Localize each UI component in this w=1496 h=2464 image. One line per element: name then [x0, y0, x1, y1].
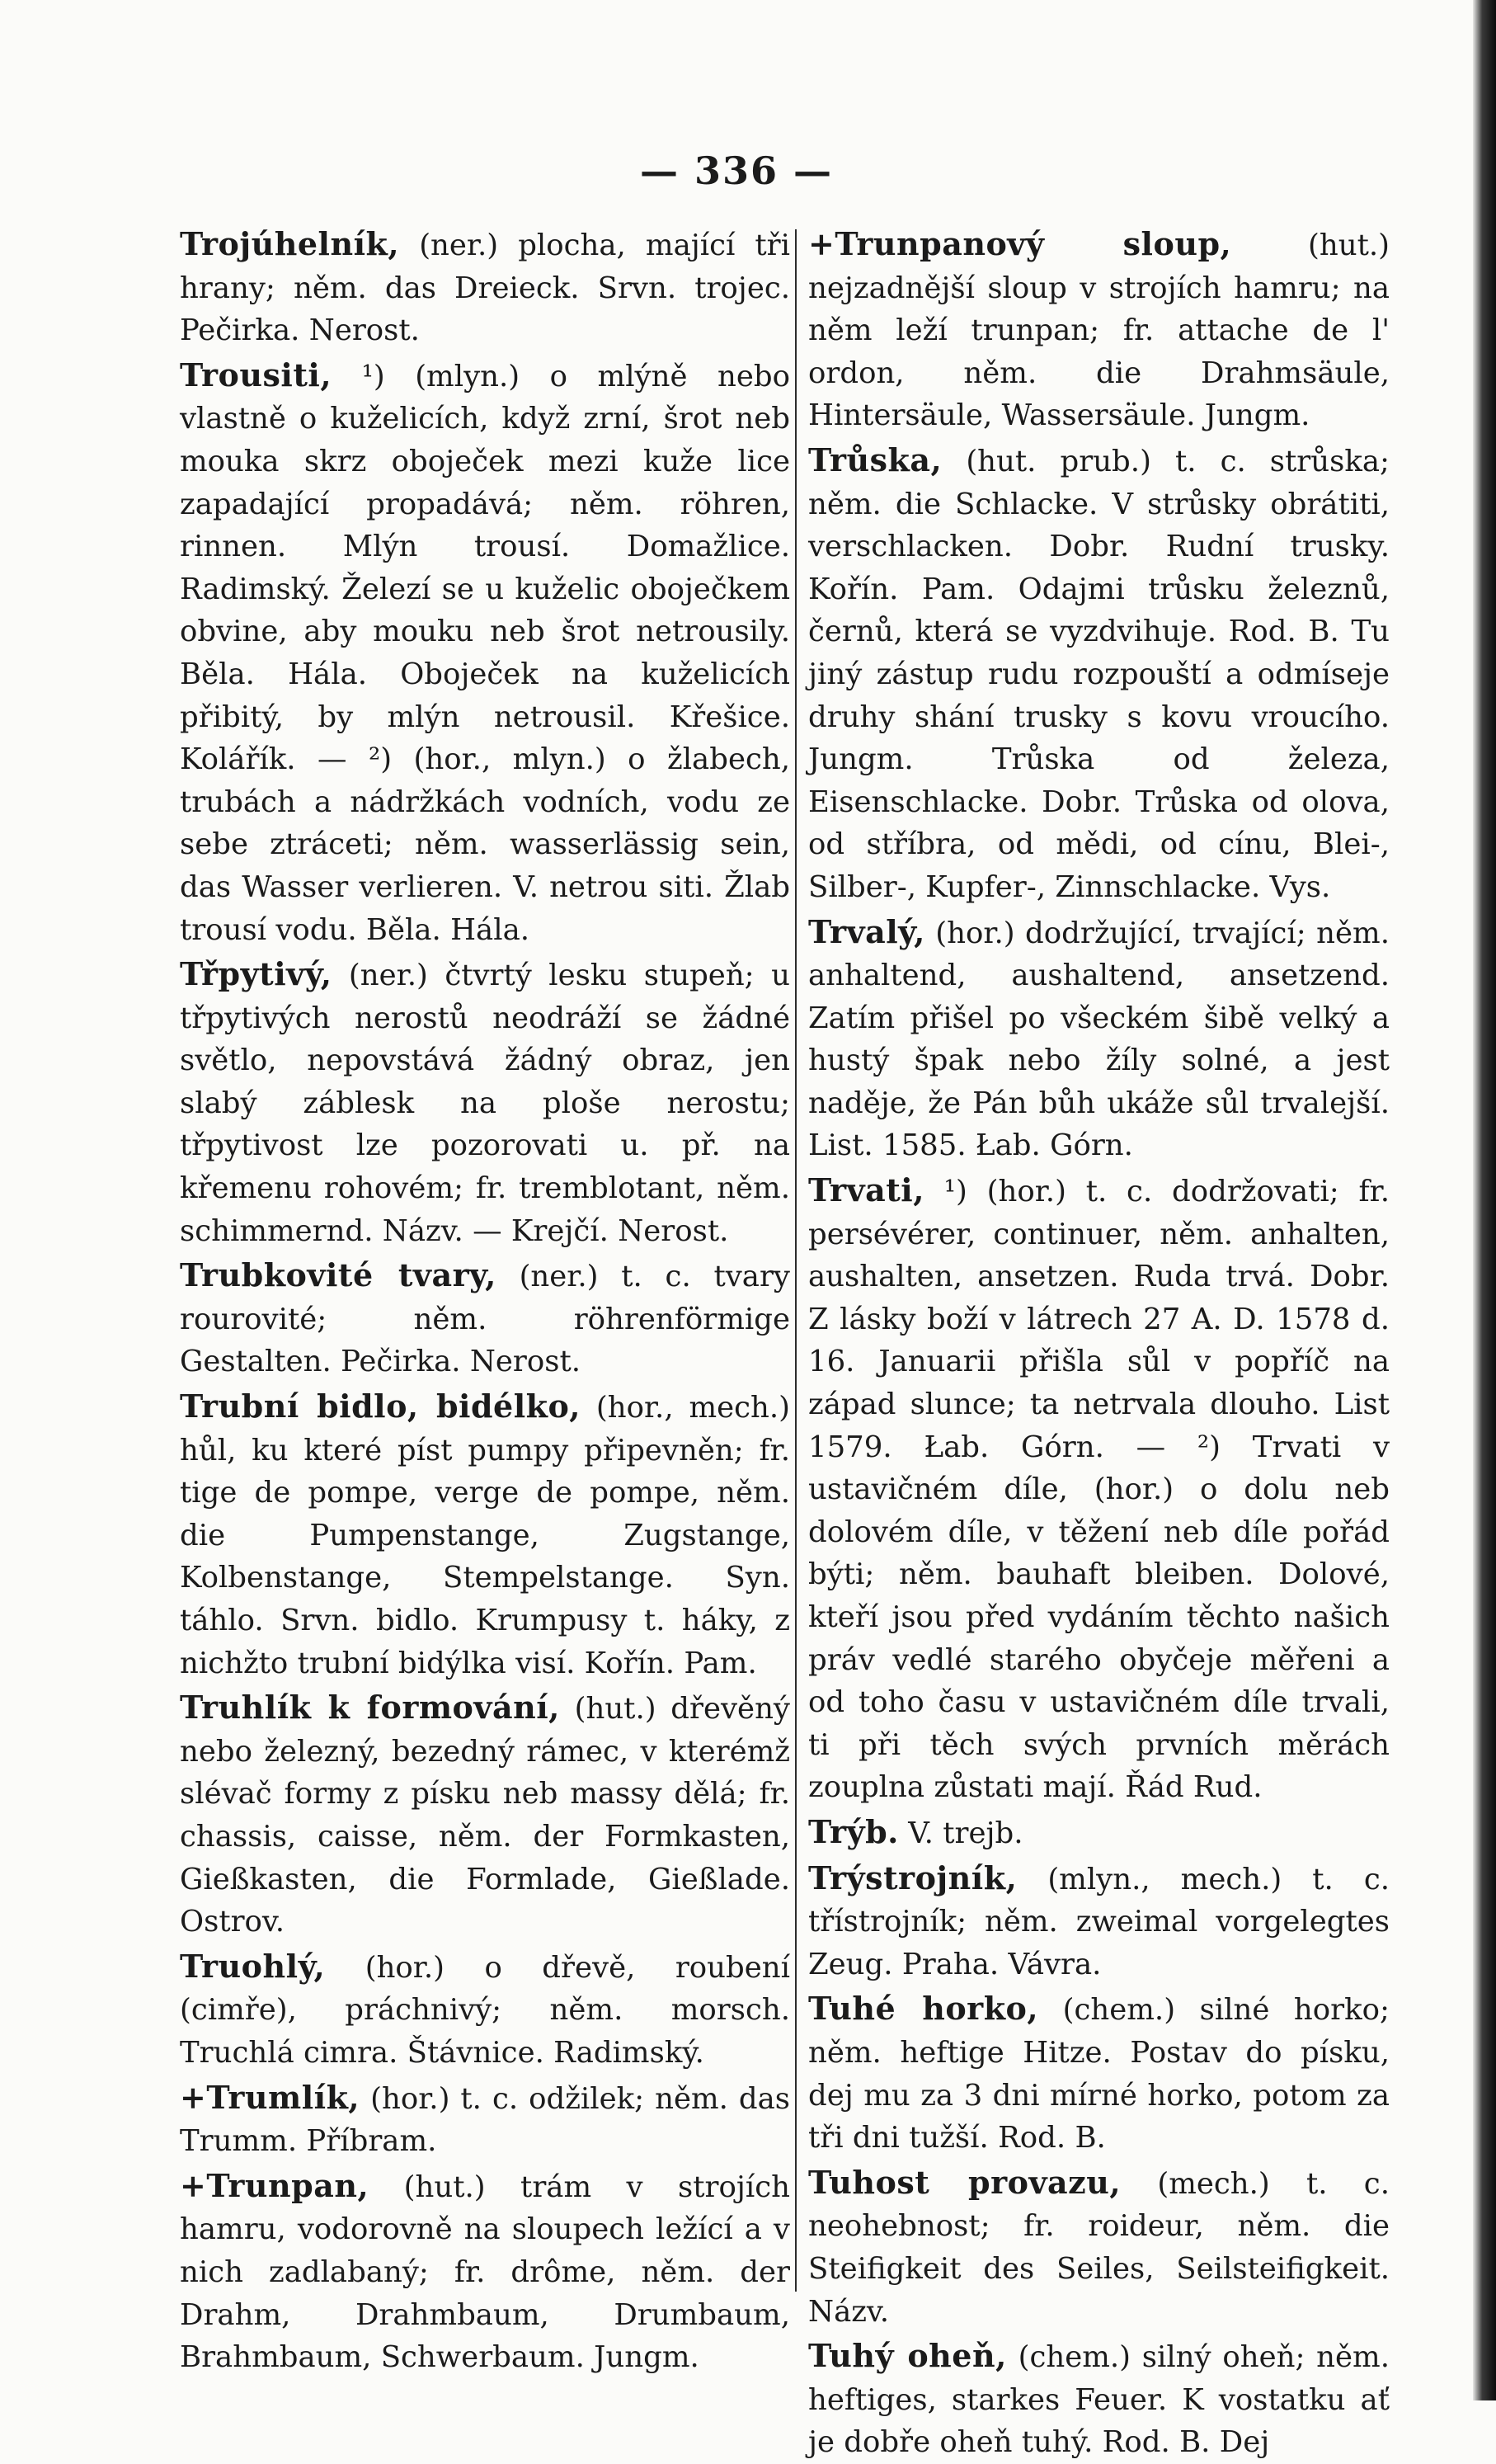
dictionary-entry [180, 2165, 790, 2379]
dictionary-entry [180, 1254, 790, 1383]
entry-headword: Tuhý oheň, [808, 2337, 1007, 2375]
entry-headword: Trýb. [808, 1812, 899, 1850]
dictionary-entry [180, 223, 790, 352]
scan-border [1473, 0, 1496, 2400]
entry-text: (hut.) nejzadnější sloup v strojích hamru; na něm leží trunpan; fr. attache de l' ordon, něm. die Drahmsäule, Hintersäule, Wassersäule. Jungm. [808, 228, 1390, 433]
entry-headword: Trvati, [808, 1171, 924, 1209]
entry-headword: Trubní bidlo, bidélko, [180, 1387, 581, 1425]
entry-headword: Trvalý, [808, 912, 925, 950]
entry-text: (hor., mech.) hůl, ku které píst pumpy připevněn; fr. tige de pompe, verge de pompe, něm. die Pumpenstange, Zugstange, Kolbenstange, Stempelstange. Syn. táhlo. Srvn. bidlo. Krumpusy t. háky, z nichžto trubní bidýlka visí. Kořín. Pam. [180, 1391, 791, 1680]
entry-text: ¹) (mlyn.) o mlýně nebo vlastně o kuželicích, když zrní, šrot neb mouka skrz oboječek mezi kuže lice zapadající propadává; něm. röhren, rinnen. Mlýn trousí. Domažlice. Radimský. Železí se u kuželic oboječkem obvine, aby mouku neb šrot netrousily. Běla. Hála. Oboječek na kuželicích přibitý, by mlýn netrousil. Křešice. Kolářík. — ²) (hor., mlyn.) o žlabech, trubách a nádržkách vodních, vodu ze sebe ztráceti; něm. wasserlässig sein, das Wasser verlieren. V. netrou siti. Žlab trousí vodu. Běla. Hála. [180, 359, 790, 947]
entry-text: (ner.) čtvrtý lesku stupeň; u třpytivých nerostů neodráží se žádné světlo, nepovstává žádný obraz, jen slabý záblesk na ploše nerostu; třpytivost lze pozorovati u. př. na křemenu rohovém; fr. tremblotant, něm. schimmernd. Názv. — Krejčí. Nerost. [180, 959, 790, 1248]
entry-headword: +Trunpanový sloup, [808, 225, 1232, 262]
dictionary-entry [180, 1686, 790, 1943]
page-number: — 336 — [639, 148, 834, 193]
entry-text: (hut. prub.) t. c. strůska; něm. die Schlacke. V strůsky obrátiti, verschlacken. Dobr. Rudní trusky. Kořín. Pam. Odajmi trůsku železnů, černů, která se vyzdvihuje. Rod. B. Tu jiný zástup rudu rozpouští a odmíseje druhy shání trusky s kovu vroucího. Jungm. Trůska od železa, Eisenschlacke. Dobr. Trůska od olova, od stříbra, od mědi, od cínu, Blei-, Silber-, Kupfer-, Zinnschlacke. Vys. [808, 444, 1390, 904]
entry-headword: Tuhé horko, [808, 1990, 1039, 2028]
dictionary-entry [808, 2161, 1390, 2333]
entry-text: (hut.) dřevěný nebo železný, bezedný rámec, v kterémž slévač formy z písku neb massy dělá; fr. chassis, caisse, něm. der Formkasten, Gießkasten, die Formlade, Gießlade. Ostrov. [180, 1692, 790, 1939]
dictionary-entry [180, 1945, 790, 2075]
entry-headword: Trůska, [808, 441, 943, 478]
entry-text: (ner.) plocha, mající tři hrany; něm. das Dreieck. Srvn. trojec. Pečirka. Nerost. [180, 228, 790, 348]
entry-headword: Třpytivý, [180, 955, 332, 993]
entry-text: (mlyn., mech.) t. c. třístrojník; něm. zweimal vorgelegtes Zeug. Praha. Vávra. [808, 1862, 1390, 1981]
dictionary-entry [808, 1169, 1390, 1809]
left-column [180, 223, 791, 2375]
dictionary-entry [808, 1857, 1390, 1986]
dictionary-entry [180, 2076, 790, 2163]
dictionary-entry [808, 439, 1390, 909]
entry-headword: Truhlík k formování, [180, 1689, 560, 1727]
dictionary-entry [808, 223, 1390, 437]
right-column [808, 223, 1390, 2460]
dictionary-entry [808, 911, 1390, 1168]
entry-text: (hor.) dodržující, trvající; něm. anhaltend, aushaltend, ansetzend. Zatím přišel po všeckém šibě velký a hustý špak nebo žíly solné, a jest naděje, že Pán bůh ukáže sůl trvalejší. List. 1585. Łab. Górn. [808, 916, 1390, 1163]
entry-text: V. trejb. [908, 1816, 1023, 1850]
entry-text: (chem.) silný oheň; něm. heftiges, starkes Feuer. K vostatku ať je dobře oheň tuhý. Rod. B. Dej [808, 2340, 1390, 2460]
entry-text: (chem.) silné horko; něm. heftige Hitze. Postav do písku, dej mu za 3 dni mírné horko, potom za tři dni tužší. Rod. B. [808, 1993, 1390, 2155]
entry-text: (mech.) t. c. neohebnost; fr. roideur, něm. die Steifigkeit des Seiles, Seilsteifigkeit. Názv. [808, 2166, 1390, 2329]
entry-headword: Trojúhelník, [180, 225, 400, 262]
entry-headword: Trýstrojník, [808, 1859, 1018, 1896]
entry-text: (hut.) trám v strojích hamru, vodorovně na sloupech ležící a v nich zadlabaný; fr. drôme, něm. der Drahm, Drahmbaum, Drumbaum, Brahmbaum, Schwerbaum. Jungm. [180, 2170, 790, 2375]
dictionary-entry [808, 1987, 1390, 2159]
entry-text: (ner.) t. c. tvary rourovité; něm. röhrenförmige Gestalten. Pečirka. Nerost. [180, 1260, 790, 1379]
entry-text: (hor.) o dřevě, roubení (cimře), práchnivý; něm. morsch. Truchlá cimra. Štávnice. Radimský. [180, 1950, 790, 2070]
entry-text: (hor.) t. c. odžilek; něm. das Trumm. Příbram. [180, 2081, 790, 2159]
entry-headword: +Trumlík, [180, 2078, 360, 2116]
column-divider [795, 229, 797, 2292]
dictionary-entry [808, 2334, 1390, 2464]
entry-headword: +Trunpan, [180, 2166, 369, 2204]
entry-headword: Truohlý, [180, 1947, 326, 1985]
entry-headword: Tuhost provazu, [808, 2163, 1122, 2201]
dictionary-entry [180, 354, 790, 951]
dictionary-entry [808, 1811, 1390, 1855]
entry-headword: Trousiti, [180, 356, 332, 393]
dictionary-entry [180, 953, 790, 1252]
entry-headword: Trubkovité tvary, [180, 1256, 496, 1294]
dictionary-entry [180, 1385, 790, 1684]
entry-text: ¹) (hor.) t. c. dodržovati; fr. persévérer, continuer, něm. anhalten, aushalten, ansetzen. Ruda trvá. Dobr. Z lásky boží v látrech 27 A. D. 1578 d. 16. Januarii přišla sůl v popříč na západ slunce; ta netrvala dlouho. List 1579. Łab. Górn. — ²) Trvati v ustavičném díle, (hor.) o dolu neb dolovém díle, v těžení neb díle pořád býti; něm. bauhaft bleiben. Dolové, kteří jsou před vydáním těchto našich práv vedlé starého obyčeje měřeni a od toho času v ustavičném díle trvali, ti při těch svých prvních měrách zouplna zůstati mají. Řád Rud. [808, 1175, 1390, 1805]
